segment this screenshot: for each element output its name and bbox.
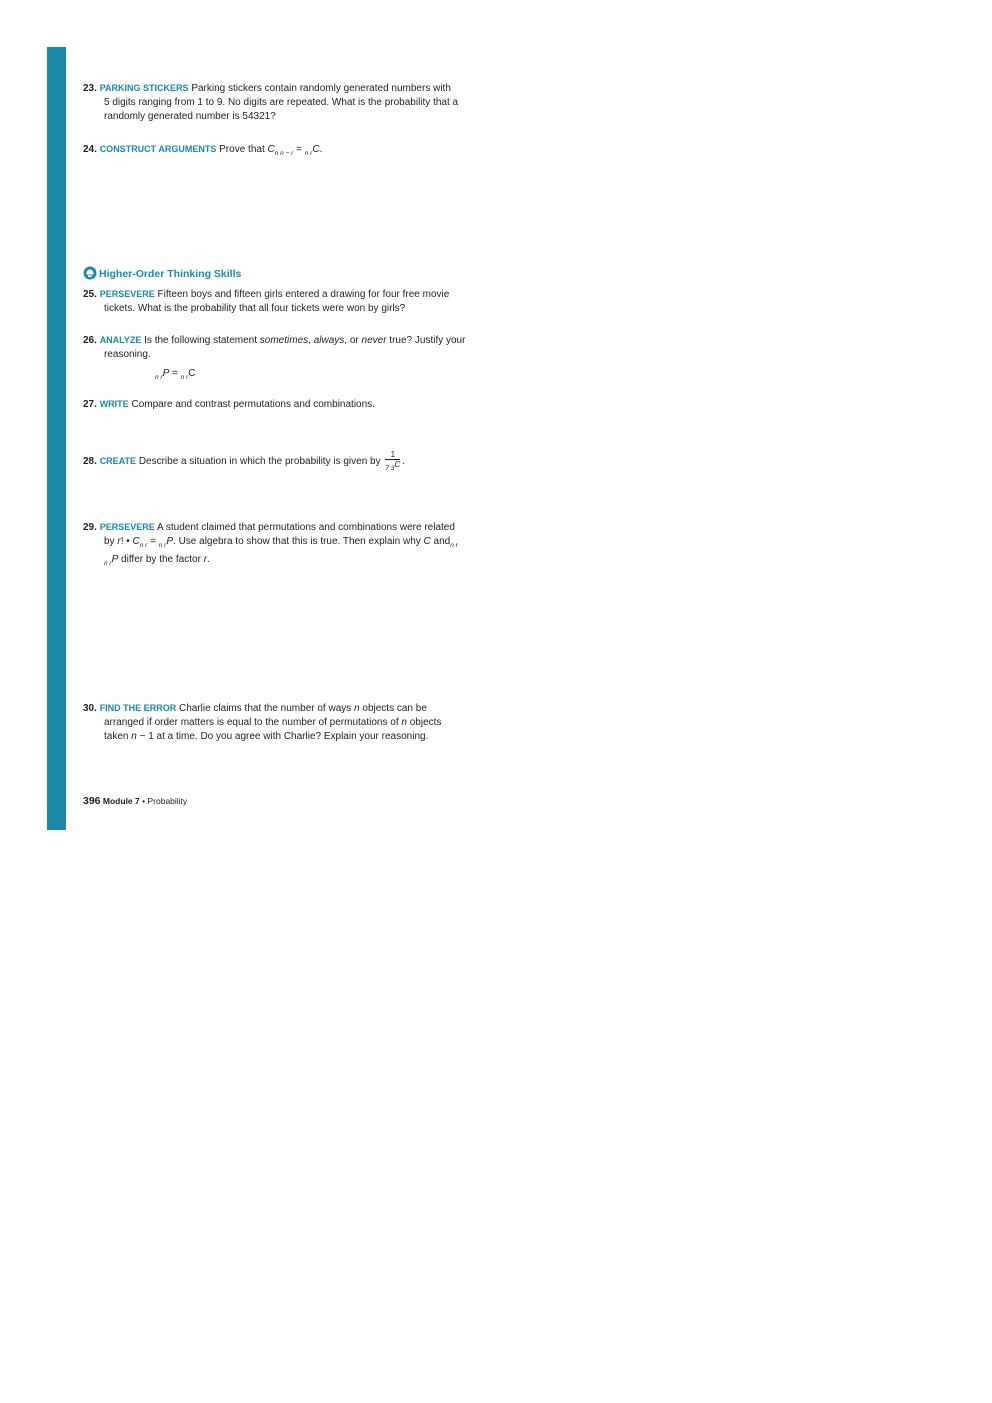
- math-c: C: [394, 460, 401, 469]
- math-p: P: [166, 536, 174, 547]
- problem-26: [83, 333, 513, 362]
- problem-text-line2: [83, 716, 513, 730]
- problem-text: true? Justify your: [386, 335, 466, 346]
- problem-text-line2: tickets. What is the probability that all four tickets were won by girls?: [104, 303, 406, 314]
- math-sub: n n − r: [274, 150, 294, 157]
- math-r: r: [203, 554, 208, 565]
- text: arranged if order matters is equal to the number of permutations of: [104, 717, 402, 728]
- math-eq: =: [293, 144, 305, 155]
- problem-29: [83, 520, 513, 571]
- math-c: C: [132, 536, 140, 547]
- problem-text: Is the following statement: [144, 335, 260, 346]
- topic-name: Probability: [147, 796, 188, 806]
- problem-text-line3: [83, 553, 513, 571]
- text: objects: [406, 717, 442, 728]
- math-c: C: [423, 536, 431, 547]
- math-sub: n r: [139, 542, 148, 549]
- problem-text: Parking stickers contain randomly generated numbers with: [191, 83, 451, 94]
- hots-title: Higher-Order Thinking Skills: [99, 268, 242, 280]
- text: by: [104, 536, 118, 547]
- text: ! •: [120, 536, 133, 547]
- fraction-denominator: [385, 460, 400, 473]
- problem-number: 23.: [83, 83, 97, 94]
- page-number: 396: [83, 795, 101, 807]
- emphasis: always: [313, 335, 345, 346]
- problem-28: [83, 450, 513, 473]
- problem-text: , or: [344, 335, 362, 346]
- math-sub: n r: [158, 542, 167, 549]
- math-p: P: [162, 368, 170, 379]
- problem-number: 27.: [83, 399, 97, 410]
- problem-text: A student claimed that permutations and combinations were related: [156, 522, 455, 533]
- math-c: C: [267, 144, 275, 155]
- math-eq: =: [147, 536, 159, 547]
- problem-25: [83, 287, 513, 316]
- fraction: [385, 450, 400, 473]
- problem-label: WRITE: [99, 399, 129, 409]
- problem-label: PARKING STICKERS: [99, 83, 189, 93]
- page-footer: [83, 795, 187, 807]
- text: taken: [104, 731, 132, 742]
- problem-number: 30.: [83, 703, 97, 714]
- formula-26: [155, 368, 196, 381]
- math-n: n: [354, 703, 360, 714]
- footer-separator: •: [142, 796, 146, 806]
- problem-label: FIND THE ERROR: [99, 703, 177, 713]
- problem-number: 26.: [83, 335, 97, 346]
- text: differ by the factor: [118, 554, 204, 565]
- math-r: r: [117, 536, 121, 547]
- problem-23: [83, 81, 513, 124]
- hots-heading: [83, 266, 241, 283]
- math-n: n: [401, 717, 407, 728]
- problem-number: 29.: [83, 522, 97, 533]
- math-p: P: [111, 554, 119, 565]
- problem-text: Prove that: [219, 144, 268, 155]
- problem-text-line3: randomly generated number is 54321?: [104, 111, 276, 122]
- brain-icon: [83, 266, 97, 283]
- math-eq: =: [169, 368, 181, 379]
- text: Charlie claims that the number of ways: [178, 703, 355, 714]
- problem-27: [83, 397, 513, 412]
- problem-label: CREATE: [99, 456, 137, 467]
- emphasis: sometimes: [259, 335, 309, 346]
- problem-label: CONSTRUCT ARGUMENTS: [99, 144, 217, 154]
- math-sub: n r: [104, 560, 112, 567]
- side-color-bar: [47, 47, 66, 830]
- math-sub: n r: [304, 150, 313, 157]
- problem-text: Fifteen boys and fifteen girls entered a drawing for four free movie: [157, 289, 450, 300]
- problem-text: ,: [308, 335, 314, 346]
- problem-number: 24.: [83, 144, 97, 155]
- problem-text-line2: 5 digits ranging from 1 to 9. No digits are repeated. What is the probability that a: [104, 97, 459, 108]
- problem-label: PERSEVERE: [99, 289, 155, 299]
- problem-label: PERSEVERE: [99, 522, 155, 532]
- problem-30: [83, 701, 513, 744]
- math-end: .: [319, 144, 323, 155]
- module-name: Module 7: [102, 796, 140, 806]
- math-sub: 7 3: [385, 465, 395, 472]
- math-c: C: [312, 144, 320, 155]
- problem-number: 25.: [83, 289, 97, 300]
- math-end: .: [402, 456, 405, 468]
- problem-24: [83, 142, 513, 161]
- math-sub: n r: [450, 542, 458, 549]
- math-c: C: [188, 368, 196, 379]
- fraction-numerator: 1: [385, 450, 400, 460]
- problem-text: Describe a situation in which the probability is given by: [138, 456, 381, 468]
- problem-text-line2: reasoning.: [104, 349, 151, 360]
- text: and: [430, 536, 451, 547]
- problem-text-line2: [83, 535, 513, 553]
- text: − 1 at a time. Do you agree with Charlie? Explain your reasoning.: [136, 731, 429, 742]
- problem-label: ANALYZE: [99, 335, 142, 345]
- text: .: [207, 554, 210, 565]
- text: objects can be: [359, 703, 427, 714]
- problem-text-line3: [83, 730, 513, 744]
- emphasis: never: [361, 335, 387, 346]
- text: . Use algebra to show that this is true. Then explain why: [173, 536, 424, 547]
- math-n: n: [131, 731, 137, 742]
- problem-text: Compare and contrast permutations and combinations.: [131, 399, 375, 410]
- math-sub: n r: [180, 374, 189, 381]
- problem-number: 28.: [83, 456, 97, 468]
- math-sub: n r: [155, 374, 163, 381]
